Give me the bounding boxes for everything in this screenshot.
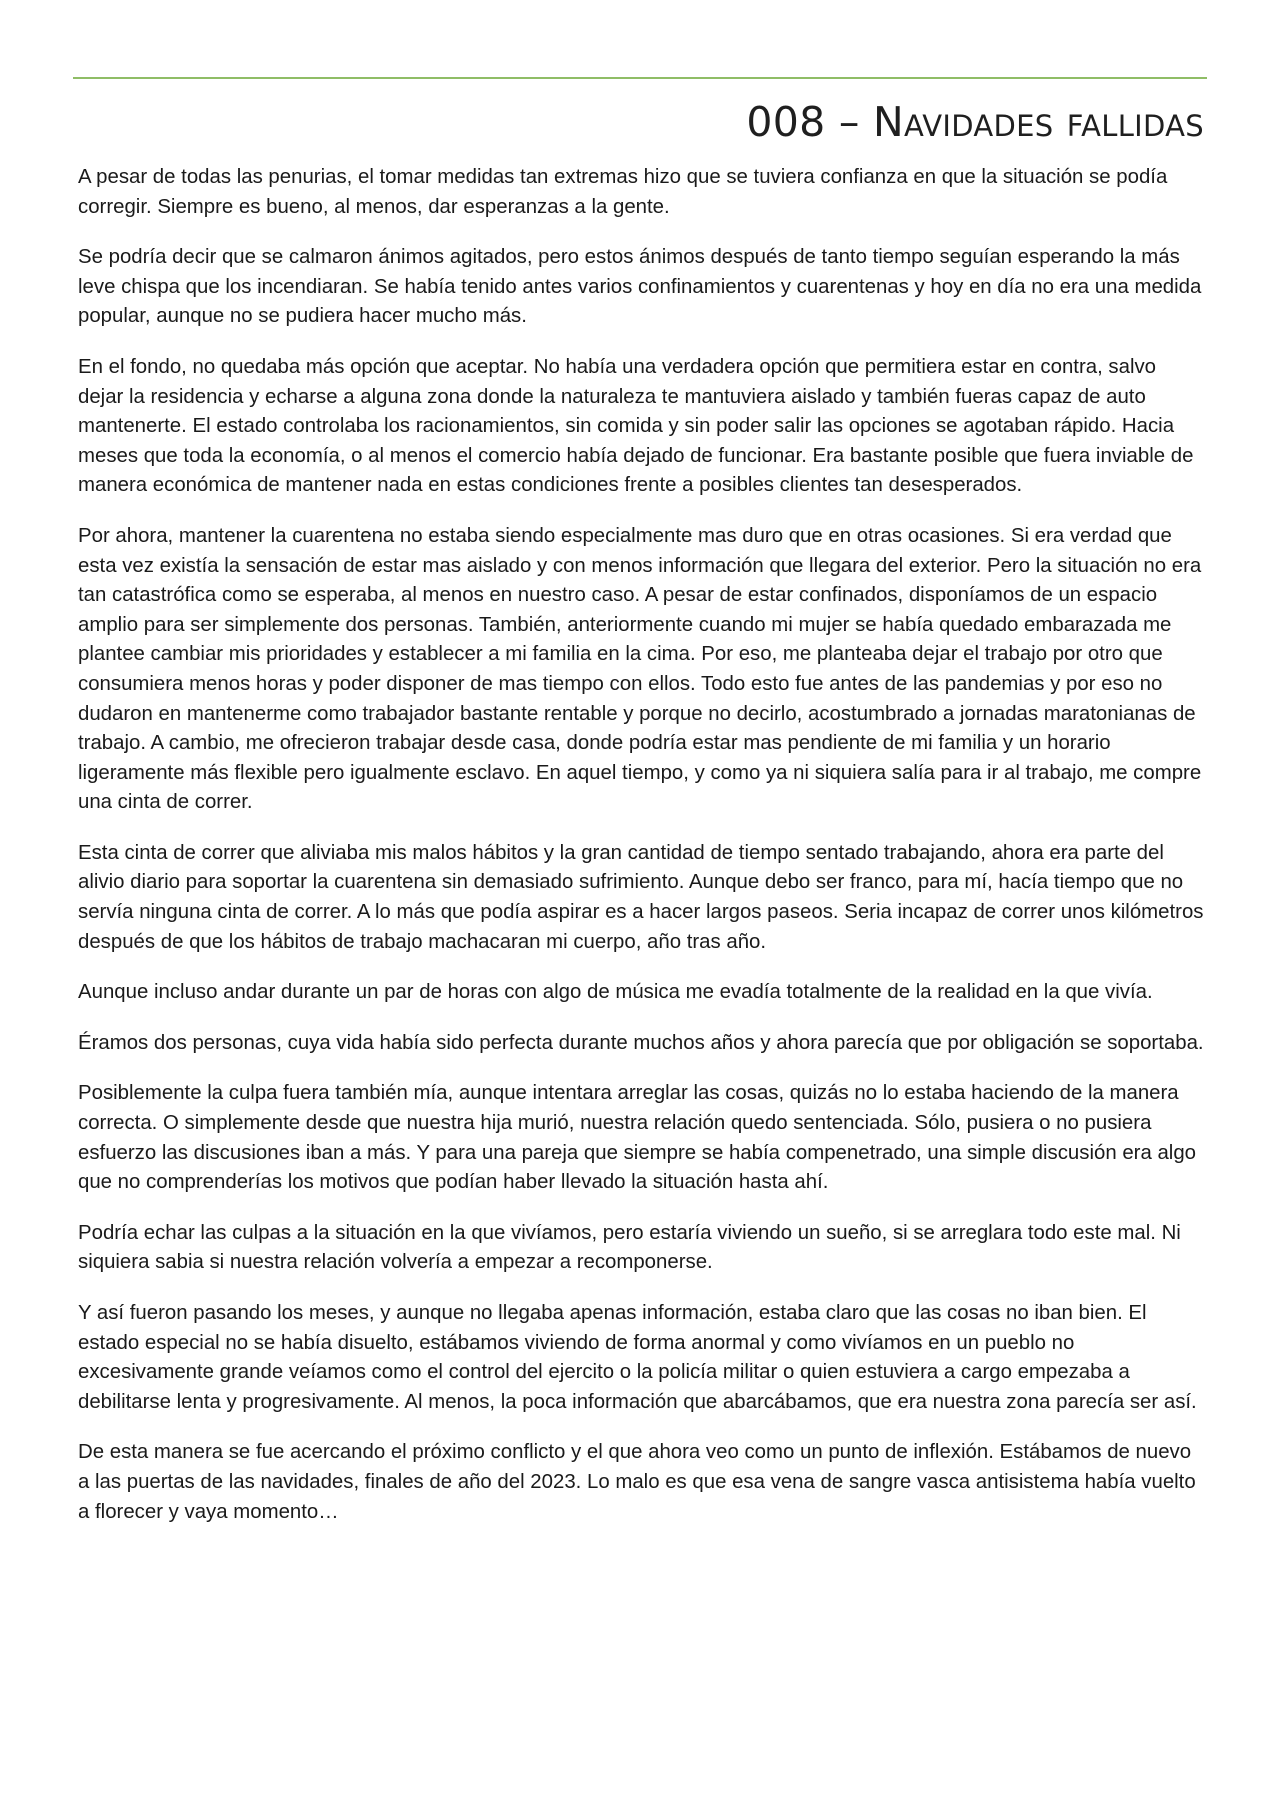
paragraph: Por ahora, mantener la cuarentena no estaba siendo especialmente mas duro que en otras ocasiones. Si era verdad que esta vez existía la sensación de estar mas aislado y con menos información que llegara del exterior. Pero la situación no era tan catastrófica como se esperaba, al menos en nuestro caso. A pesar de estar confinados, disponíamos de un espacio amplio para ser simplemente dos personas. También, anteriormente cuando mi mujer se había quedado embarazada me plantee cambiar mis prioridades y establecer a mi familia en la cima. Por eso, me planteaba dejar el trabajo por otro que consumiera menos horas y poder disponer de mas tiempo con ellos. Todo esto fue antes de las pandemias y por eso no dudaron en mantenerme como trabajador bastante rentable y porque no decirlo, acostumbrado a jornadas maratonianas de trabajo. A cambio, me ofrecieron trabajar desde casa, donde podría estar mas pendiente de mi familia y un horario ligeramente más flexible pero igualmente esclavo. En aquel tiempo, y como ya ni siquiera salía para ir al trabajo, me compre una cinta de correr. [78, 524, 1202, 814]
paragraph: Posiblemente la culpa fuera también mía, aunque intentara arreglar las cosas, quizás no lo estaba haciendo de la manera correcta. O simplemente desde que nuestra hija murió, nuestra relación quedo sentenciada. Sólo, pusiera o no pusiera esfuerzo las discusiones iban a más. Y para una pareja que siempre se había compenetrado, una simple discusión era algo que no comprenderías los motivos que podían haber llevado la situación hasta ahí. [78, 1082, 1197, 1194]
paragraph: Se podría decir que se calmaron ánimos agitados, pero estos ánimos después de tanto tiempo seguían esperando la más leve chispa que los incendiaran. Se había tenido antes varios confinamientos y cuarentenas y hoy en día no era una medida popular, aunque no se pudiera hacer mucho más. [78, 246, 1202, 328]
paragraph: Éramos dos personas, cuya vida había sido perfecta durante muchos años y ahora parecía que por obligación se soportaba. [78, 1031, 1204, 1054]
chapter-body [78, 163, 1206, 1548]
paragraph: Esta cinta de correr que aliviaba mis malos hábitos y la gran cantidad de tiempo sentado trabajando, ahora era parte del alivio diario para soportar la cuarentena sin demasiado sufrimiento. Aunque debo ser franco, para mí, hacía tiempo que no servía ninguna cinta de correr. A lo más que podía aspirar es a hacer largos paseos. Seria incapaz de correr unos kilómetros después de que los hábitos de trabajo machacaran mi cuerpo, año tras año. [78, 841, 1204, 953]
header-rule [73, 77, 1207, 79]
paragraph: Y así fueron pasando los meses, y aunque no llegaba apenas información, estaba claro que las cosas no iban bien. El estado especial no se había disuelto, estábamos viviendo de forma anormal y como vivíamos en un pueblo no excesivamente grande veíamos como el control del ejercito o la policía militar o quien estuviera a cargo empezaba a debilitarse lenta y progresivamente. Al menos, la poca información que abarcábamos, que era nuestra zona parecía ser así. [78, 1302, 1197, 1413]
paragraph: En el fondo, no quedaba más opción que aceptar. No había una verdadera opción que permitiera estar en contra, salvo dejar la residencia y echarse a alguna zona donde la naturaleza te mantuviera aislado y también fueras capaz de auto mantenerte. El estado controlaba los racionamientos, sin comida y sin poder salir las opciones se agotaban rápido. Hacia meses que toda la economía, o al menos el comercio había dejado de funcionar. Era bastante posible que fuera inviable de manera económica de mantener nada en estas condiciones frente a posibles clientes tan desesperados. [78, 355, 1194, 497]
paragraph: Podría echar las culpas a la situación en la que vivíamos, pero estaría viviendo un sueño, si se arreglara todo este mal. Ni siquiera sabia si nuestra relación volvería a empezar a recomponerse. [78, 1221, 1181, 1274]
paragraph: Aunque incluso andar durante un par de horas con algo de música me evadía totalmente de la realidad en la que vivía. [78, 981, 1153, 1004]
paragraph: A pesar de todas las penurias, el tomar medidas tan extremas hizo que se tuviera confianza en que la situación se podía corregir. Siempre es bueno, al menos, dar esperanzas a la gente. [78, 166, 1168, 218]
chapter-title: 008 – Navidades fallidas [746, 98, 1204, 146]
paragraph: De esta manera se fue acercando el próximo conflicto y el que ahora veo como un punto de inflexión. Estábamos de nuevo a las puertas de las navidades, finales de año del 2023. Lo malo es que esa vena de sangre vasca antisistema había vuelto a florecer y vaya momento… [78, 1441, 1196, 1523]
